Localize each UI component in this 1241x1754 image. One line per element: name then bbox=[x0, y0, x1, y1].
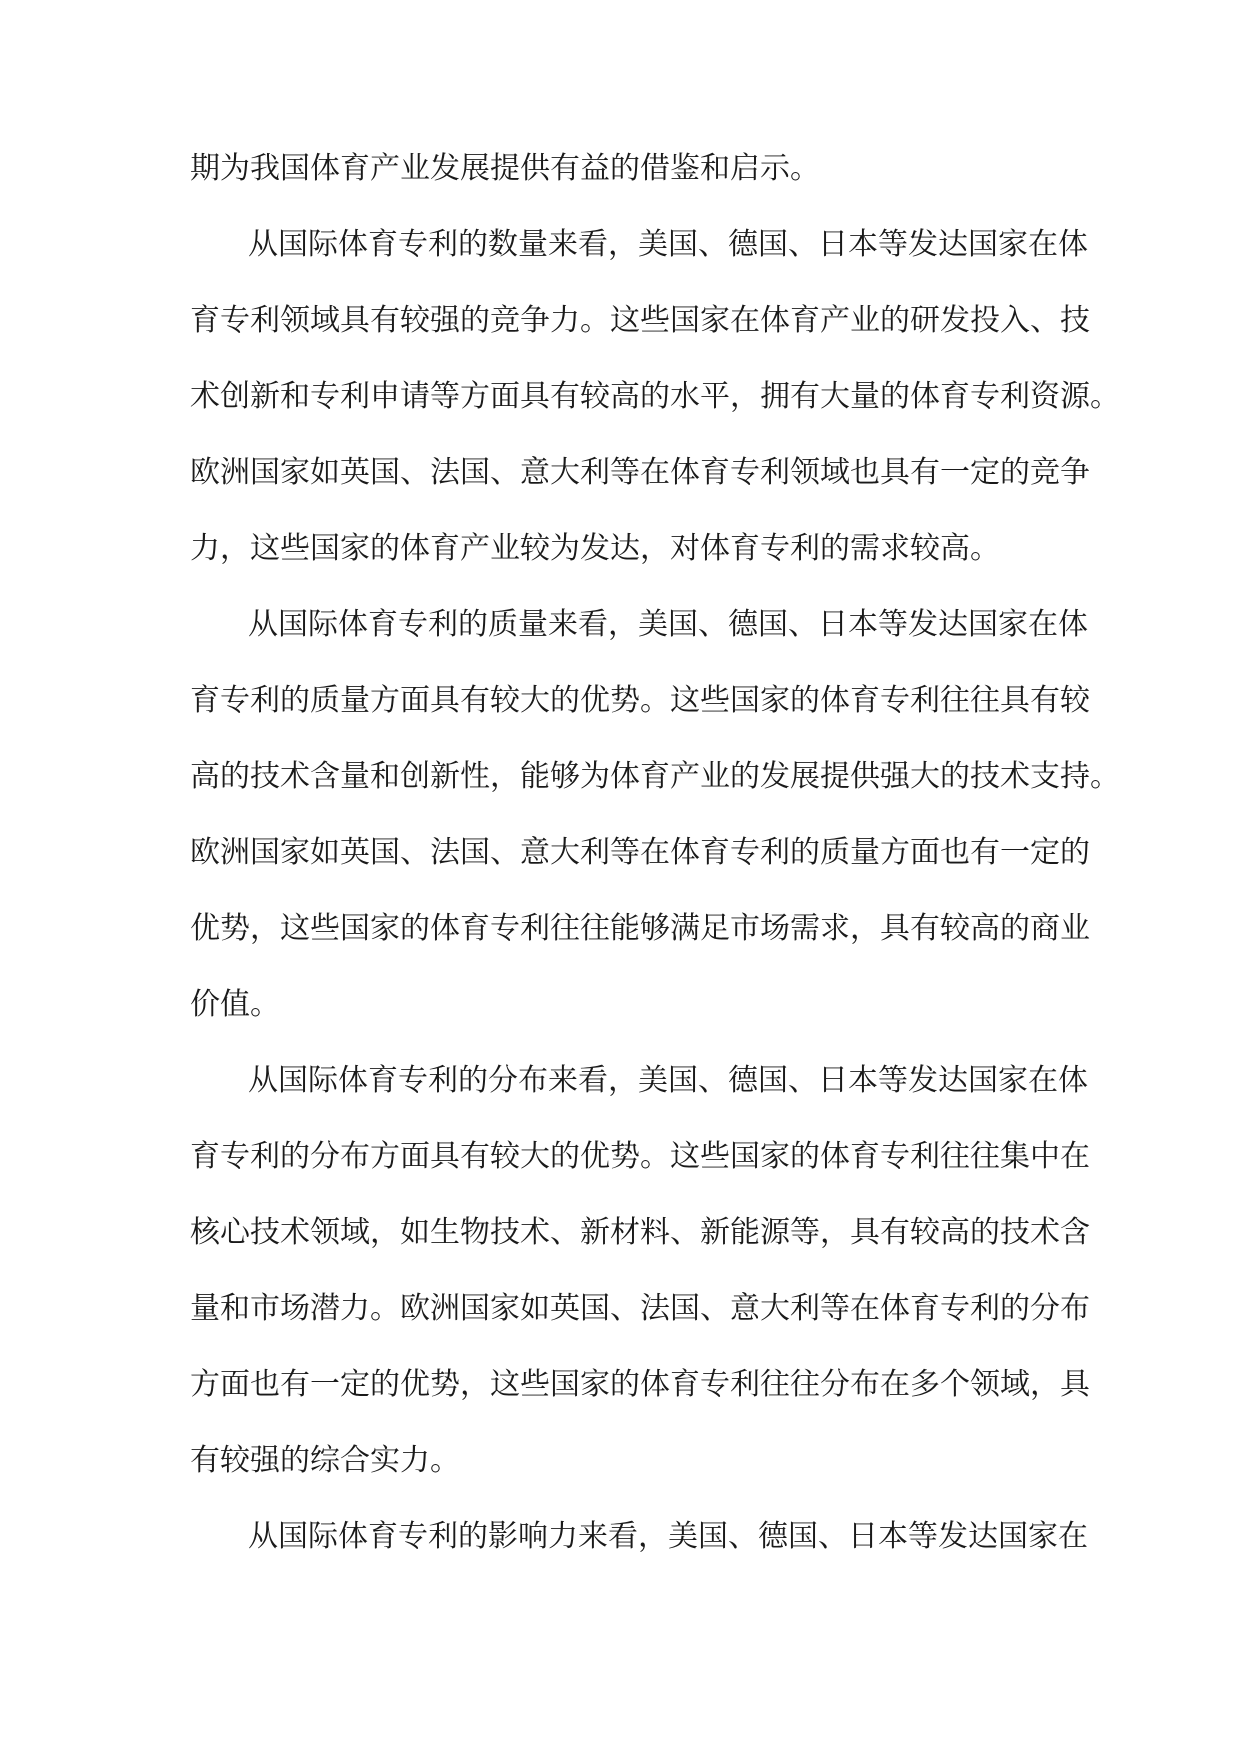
paragraph-3-line-4: 方面也有一定的优势，这些国家的体育专利往往分布在多个领域，具 bbox=[190, 1367, 1090, 1402]
paragraph-1-line-0: 从国际体育专利的数量来看，美国、德国、日本等发达国家在体 bbox=[248, 227, 1088, 262]
paragraph-2-line-4: 优势，这些国家的体育专利往往能够满足市场需求，具有较高的商业 bbox=[190, 911, 1090, 946]
paragraph-2-line-5: 价值。 bbox=[190, 987, 280, 1022]
paragraph-0-line-0: 期为我国体育产业发展提供有益的借鉴和启示。 bbox=[190, 151, 820, 186]
paragraph-3-line-2: 核心技术领域，如生物技术、新材料、新能源等，具有较高的技术含 bbox=[190, 1215, 1090, 1250]
paragraph-1-line-4: 力，这些国家的体育产业较为发达，对体育专利的需求较高。 bbox=[190, 531, 1000, 566]
paragraph-2-line-1: 育专利的质量方面具有较大的优势。这些国家的体育专利往往具有较 bbox=[190, 683, 1090, 718]
paragraph-3-line-1: 育专利的分布方面具有较大的优势。这些国家的体育专利往往集中在 bbox=[190, 1139, 1090, 1174]
paragraph-3-line-0: 从国际体育专利的分布来看，美国、德国、日本等发达国家在体 bbox=[248, 1063, 1088, 1098]
paragraph-4-line-0: 从国际体育专利的影响力来看，美国、德国、日本等发达国家在 bbox=[248, 1519, 1088, 1554]
paragraph-3-line-3: 量和市场潜力。欧洲国家如英国、法国、意大利等在体育专利的分布 bbox=[190, 1291, 1090, 1326]
paragraph-2-line-2: 高的技术含量和创新性，能够为体育产业的发展提供强大的技术支持。 bbox=[190, 759, 1120, 794]
paragraph-1-line-1: 育专利领域具有较强的竞争力。这些国家在体育产业的研发投入、技 bbox=[190, 303, 1090, 338]
paragraph-3-line-5: 有较强的综合实力。 bbox=[190, 1443, 460, 1478]
paragraph-2-line-3: 欧洲国家如英国、法国、意大利等在体育专利的质量方面也有一定的 bbox=[190, 835, 1090, 870]
document-body bbox=[190, 131, 1120, 1575]
paragraph-1-line-2: 术创新和专利申请等方面具有较高的水平，拥有大量的体育专利资源。 bbox=[190, 379, 1120, 414]
paragraph-2-line-0: 从国际体育专利的质量来看，美国、德国、日本等发达国家在体 bbox=[248, 607, 1088, 642]
paragraph-1-line-3: 欧洲国家如英国、法国、意大利等在体育专利领域也具有一定的竞争 bbox=[190, 455, 1090, 490]
